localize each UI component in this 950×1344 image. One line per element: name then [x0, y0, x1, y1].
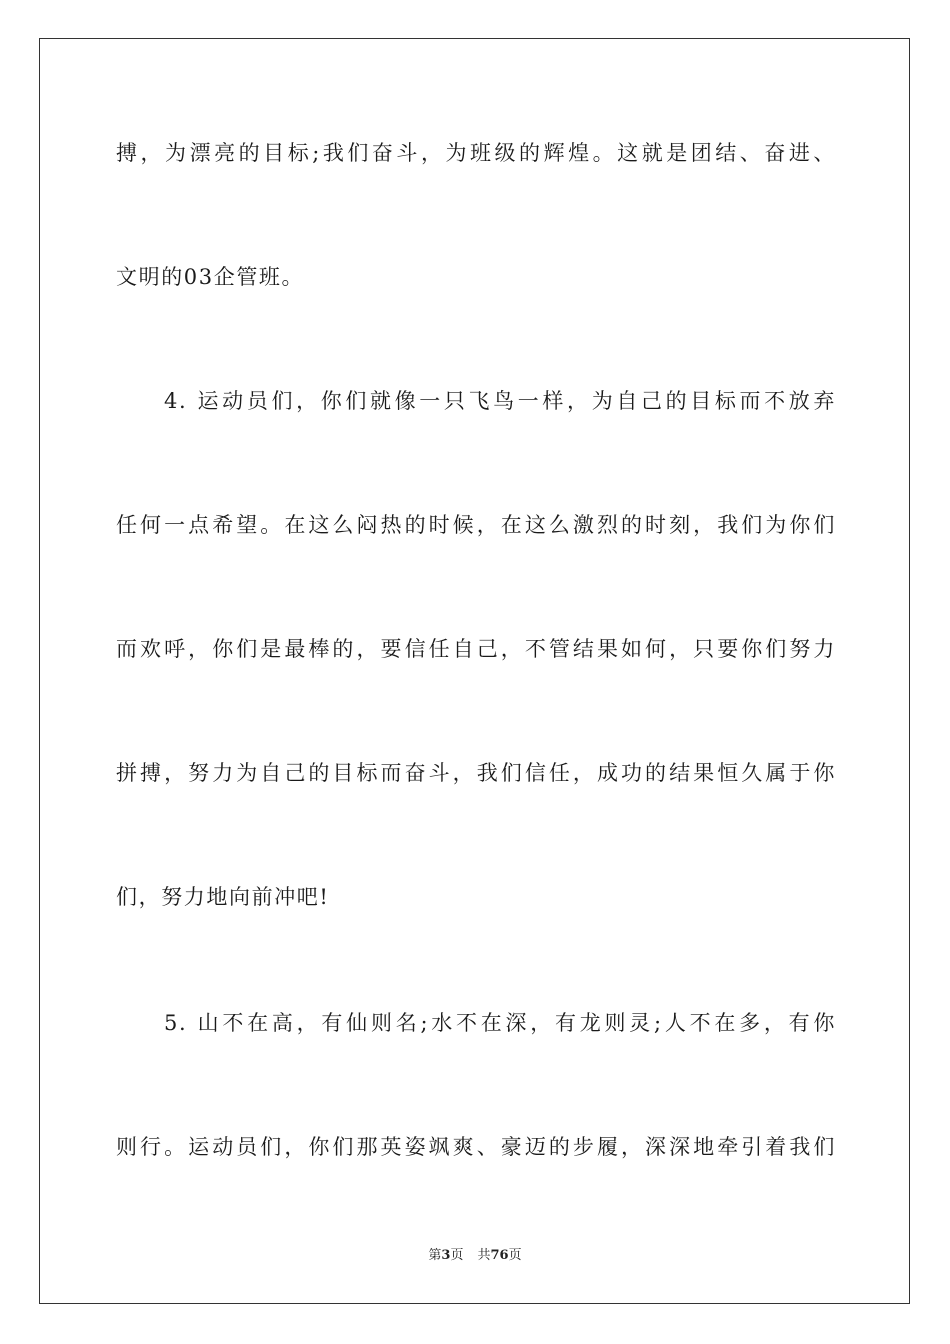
- text-line-3: 4. 运动员们，你们就像一只飞鸟一样，为自己的目标而不放弃: [164, 389, 836, 413]
- footer-total-prefix: 共: [477, 1248, 491, 1263]
- text-line-4: 任何一点希望。在这么闷热的时候，在这么激烈的时刻，我们为你们: [116, 513, 836, 537]
- footer-page-suffix: 页: [450, 1248, 464, 1263]
- text-line-1: 搏，为漂亮的目标;我们奋斗，为班级的辉煌。这就是团结、奋进、: [116, 141, 836, 165]
- text-line-5: 而欢呼，你们是最棒的，要信任自己，不管结果如何，只要你们努力: [116, 637, 836, 661]
- footer-page-prefix: 第: [428, 1248, 442, 1263]
- page-border: [39, 38, 910, 1304]
- text-line-9: 则行。运动员们，你们那英姿飒爽、豪迈的步履，深深地牵引着我们: [116, 1135, 836, 1159]
- footer-total-suffix: 页: [508, 1248, 522, 1263]
- text-line-7: 们，努力地向前冲吧!: [116, 885, 330, 909]
- footer-total-pages: 76: [490, 1248, 509, 1263]
- text-line-6: 拼搏，努力为自己的目标而奋斗，我们信任，成功的结果恒久属于你: [116, 761, 836, 785]
- footer-page-number: 3: [441, 1248, 451, 1263]
- text-line-2: 文明的03企管班。: [116, 265, 305, 289]
- text-line-8: 5. 山不在高，有仙则名;水不在深，有龙则灵;人不在多，有你: [164, 1011, 836, 1035]
- page-footer: [0, 1247, 950, 1265]
